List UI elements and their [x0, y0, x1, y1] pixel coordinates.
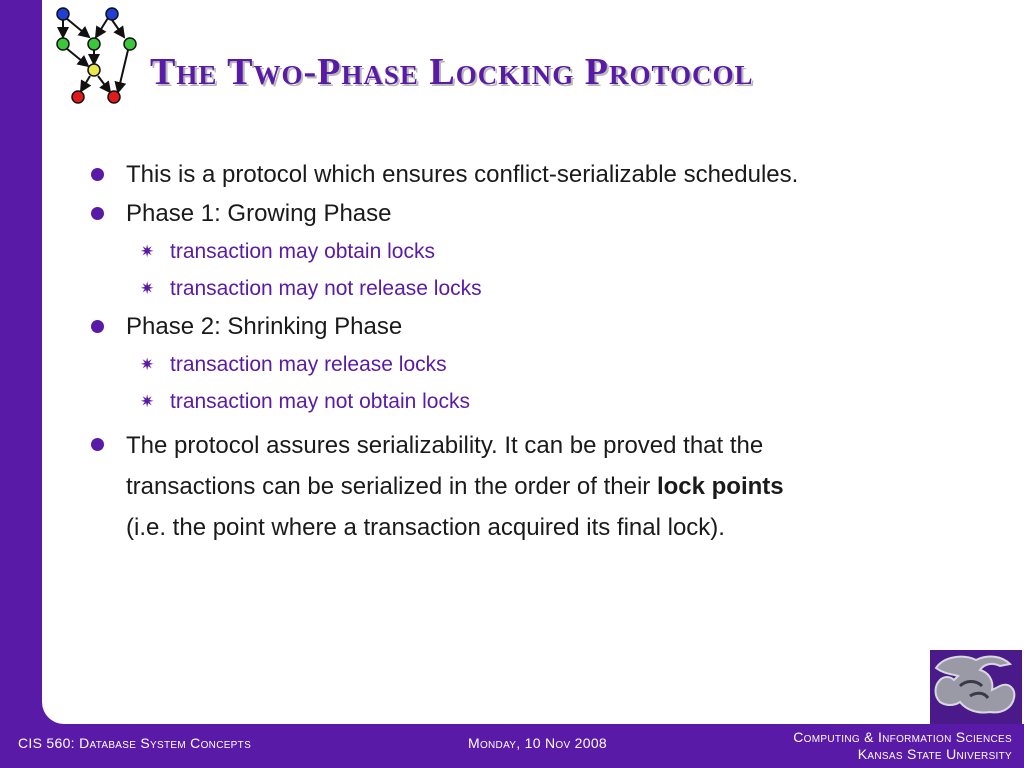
footer-university: Kansas State University: [857, 746, 1012, 762]
bullet-text: Phase 1: Growing Phase: [126, 200, 392, 227]
bullet-item: [88, 199, 968, 229]
dag-graph-icon: [50, 4, 150, 108]
sub-bullet-item: [88, 388, 968, 416]
asterisk-star-icon: ✷: [140, 355, 155, 374]
footer-date: Monday, 10 Nov 2008: [468, 735, 608, 751]
asterisk-star-icon: ✷: [140, 392, 155, 411]
bullet-item: [88, 425, 968, 548]
slide-title: The Two-Phase Locking Protocol: [150, 51, 754, 93]
asterisk-star-icon: ✷: [140, 279, 155, 298]
lock-points-term: lock points: [656, 473, 784, 500]
sub-bullet-item: [88, 351, 968, 379]
sub-bullet-text: transaction may obtain locks: [170, 240, 435, 263]
bullet-text: Phase 2: Shrinking Phase: [126, 313, 403, 340]
bullet-item: [88, 312, 968, 342]
footer-course-title: CIS 560: Database System Concepts: [18, 735, 252, 751]
left-accent-band: [0, 0, 42, 768]
bullet-dot-icon: [91, 438, 104, 451]
sub-bullet-text: transaction may not release locks: [170, 277, 482, 300]
bullet-text-line: The protocol assures serializability. It can be proved that the: [126, 432, 764, 459]
sub-bullet-text: transaction may release locks: [170, 353, 447, 376]
sub-bullet-item: [88, 275, 968, 303]
footer-organization: [793, 729, 1012, 763]
bullet-dot-icon: [91, 320, 104, 333]
wildcat-logo-icon: [930, 650, 1022, 724]
sub-bullet-item: [88, 238, 968, 266]
sub-bullet-text: transaction may not obtain locks: [170, 390, 470, 413]
slide-content: [88, 160, 968, 557]
bullet-text-line: transactions can be serialized in the order of their: [126, 473, 657, 500]
bullet-text-line: (i.e. the point where a transaction acquired its final lock).: [126, 514, 725, 541]
asterisk-star-icon: ✷: [140, 242, 155, 261]
bullet-text: This is a protocol which ensures conflict-serializable schedules.: [126, 161, 799, 188]
bullet-dot-icon: [91, 168, 104, 181]
bullet-dot-icon: [91, 207, 104, 220]
bullet-item: [88, 160, 968, 190]
footer-department: Computing & Information Sciences: [793, 729, 1012, 745]
